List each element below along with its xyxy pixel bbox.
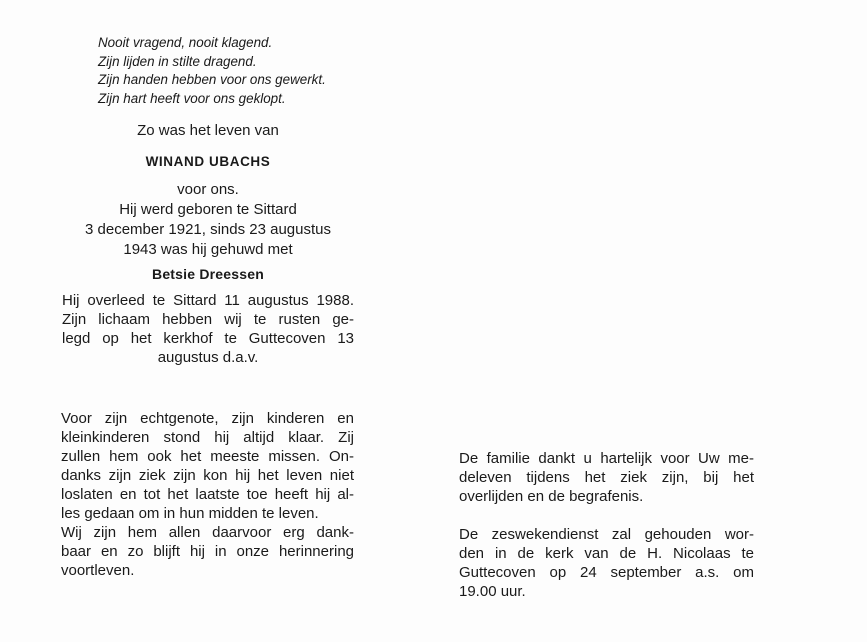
death-line: legd op het kerkhof te Guttecoven 13 — [62, 330, 354, 347]
thanks-paragraph — [459, 449, 754, 506]
tribute-line: voortleven. — [61, 562, 135, 579]
thanks-line: deleven tijdens het ziek zijn, bij het — [459, 469, 754, 486]
bio-line: 3 december 1921, sinds 23 augustus — [85, 221, 331, 238]
bio-line: 1943 was hij gehuwd met — [123, 241, 293, 258]
thanks-line: overlijden en de begrafenis. — [459, 488, 644, 505]
deceased-name: WINAND UBACHS — [145, 154, 271, 169]
tribute-line: zullen hem ook het meeste missen. On- — [61, 448, 354, 465]
tribute-line: Wij zijn hem allen daarvoor erg dank- — [61, 524, 354, 541]
death-line: Zijn lichaam hebben wij te rusten ge- — [62, 311, 354, 328]
poem-line: Zijn handen hebben voor ons gewerkt. — [98, 72, 326, 87]
service-line: Guttecoven op 24 september a.s. om — [459, 564, 754, 581]
service-paragraph — [459, 525, 754, 601]
death-line: Hij overleed te Sittard 11 augustus 1988. — [62, 292, 354, 309]
death-paragraph — [62, 291, 354, 367]
poem-line: Zijn hart heeft voor ons geklopt. — [98, 90, 286, 106]
poem-line: Nooit vragend, nooit klagend. — [98, 35, 273, 50]
bio-line: voor ons. — [177, 181, 239, 198]
tribute-line: Voor zijn echtgenote, zijn kinderen en — [61, 410, 354, 427]
service-line: den in de kerk van de H. Nicolaas te — [459, 545, 754, 562]
spouse-name: Betsie Dreessen — [152, 266, 264, 282]
tribute-line: loslaten en tot het laatste toe heeft hij al- — [61, 486, 354, 503]
tribute-line: danks zijn ziek zijn kon hij het leven niet — [61, 467, 354, 484]
tribute-paragraph — [61, 409, 354, 580]
tribute-line: les gedaan om in hun midden te leven. — [61, 505, 319, 522]
bio-line: Hij werd geboren te Sittard — [119, 201, 297, 218]
intro-text: Zo was het leven van — [137, 122, 279, 139]
tribute-line: baar en zo blijft hij in onze herinnering — [61, 543, 354, 560]
service-line: 19.00 uur. — [459, 583, 526, 600]
poem-line: Zijn lijden in stilte dragend. — [98, 53, 257, 69]
tribute-line: kleinkinderen stond hij altijd klaar. Zij — [61, 429, 354, 446]
service-line: De zeswekendienst zal gehouden wor- — [459, 526, 754, 543]
death-line: augustus d.a.v. — [157, 349, 259, 366]
bio-block — [58, 180, 358, 260]
thanks-line: De familie dankt u hartelijk voor Uw me- — [459, 450, 754, 467]
memorial-poem — [98, 34, 368, 108]
